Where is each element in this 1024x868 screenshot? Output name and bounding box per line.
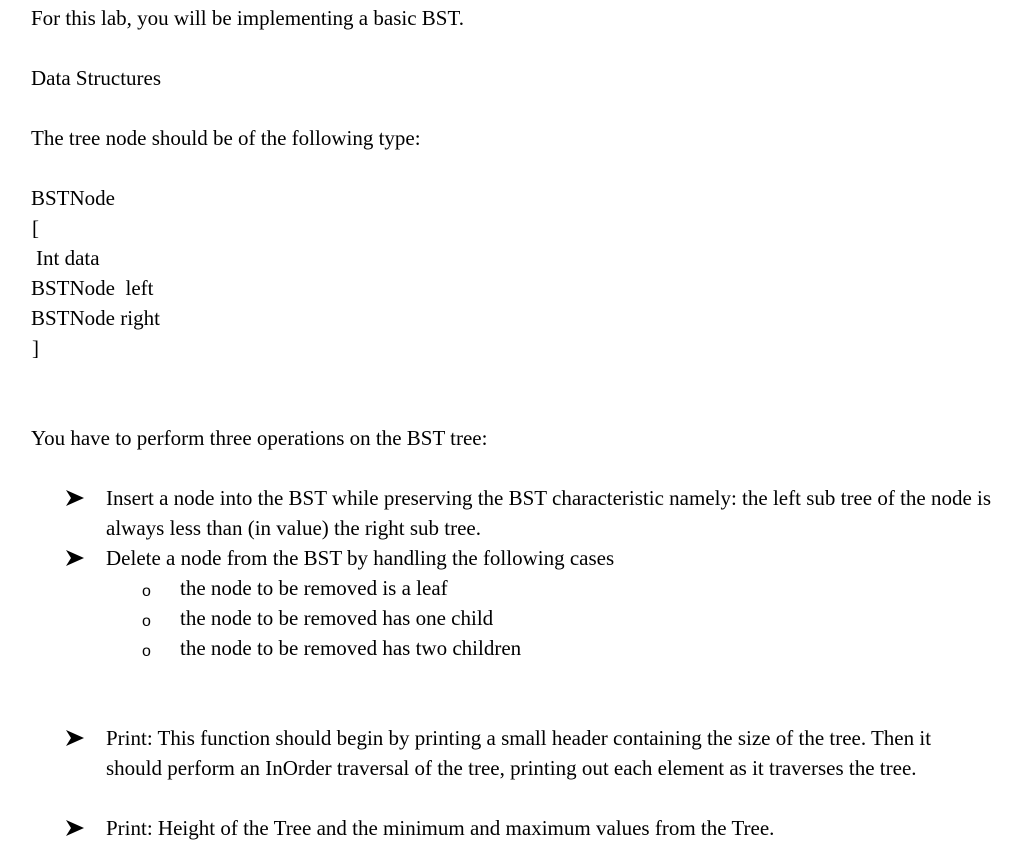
- arrow-bullet-icon: [66, 820, 84, 836]
- node-def-field-data: Int data: [36, 246, 100, 270]
- sub-item-two-children: the node to be removed has two children: [180, 636, 522, 660]
- bullet-insert: Insert a node into the BST while preserving the BST characteristic namely: the left sub tree of the node is always less than (in value) the right sub tree.: [106, 486, 992, 540]
- sub-bullet-marker: o: [142, 613, 151, 630]
- node-def-open-bracket: [: [32, 216, 39, 240]
- bullet-print-inorder: Print: This function should begin by printing a small header containing the size of the tree. Then it should perform an InOrder traversal of the tree, printing out each element as it traverses the tree.: [106, 726, 932, 780]
- sub-item-one-child: the node to be removed has one child: [180, 606, 494, 630]
- sub-item-leaf: the node to be removed is a leaf: [180, 576, 448, 600]
- bullet-print-height: Print: Height of the Tree and the minimum and maximum values from the Tree.: [106, 816, 775, 840]
- node-def-close-bracket: ]: [32, 336, 39, 360]
- sub-bullet-marker: o: [142, 643, 151, 660]
- operations-intro: You have to perform three operations on the BST tree:: [31, 426, 488, 450]
- bullet-delete: Delete a node from the BST by handling the following cases: [106, 546, 615, 570]
- arrow-bullet-icon: [66, 550, 84, 566]
- node-type-intro: The tree node should be of the following type:: [31, 126, 421, 150]
- section-heading: Data Structures: [31, 66, 162, 90]
- sub-bullet-marker: o: [142, 583, 151, 600]
- node-def-field-left: BSTNode left: [31, 276, 154, 300]
- arrow-bullet-icon: [66, 490, 84, 506]
- node-def-name: BSTNode: [31, 186, 115, 210]
- intro-paragraph: For this lab, you will be implementing a basic BST.: [31, 6, 464, 30]
- arrow-bullet-icon: [66, 730, 84, 746]
- node-def-field-right: BSTNode right: [31, 306, 160, 330]
